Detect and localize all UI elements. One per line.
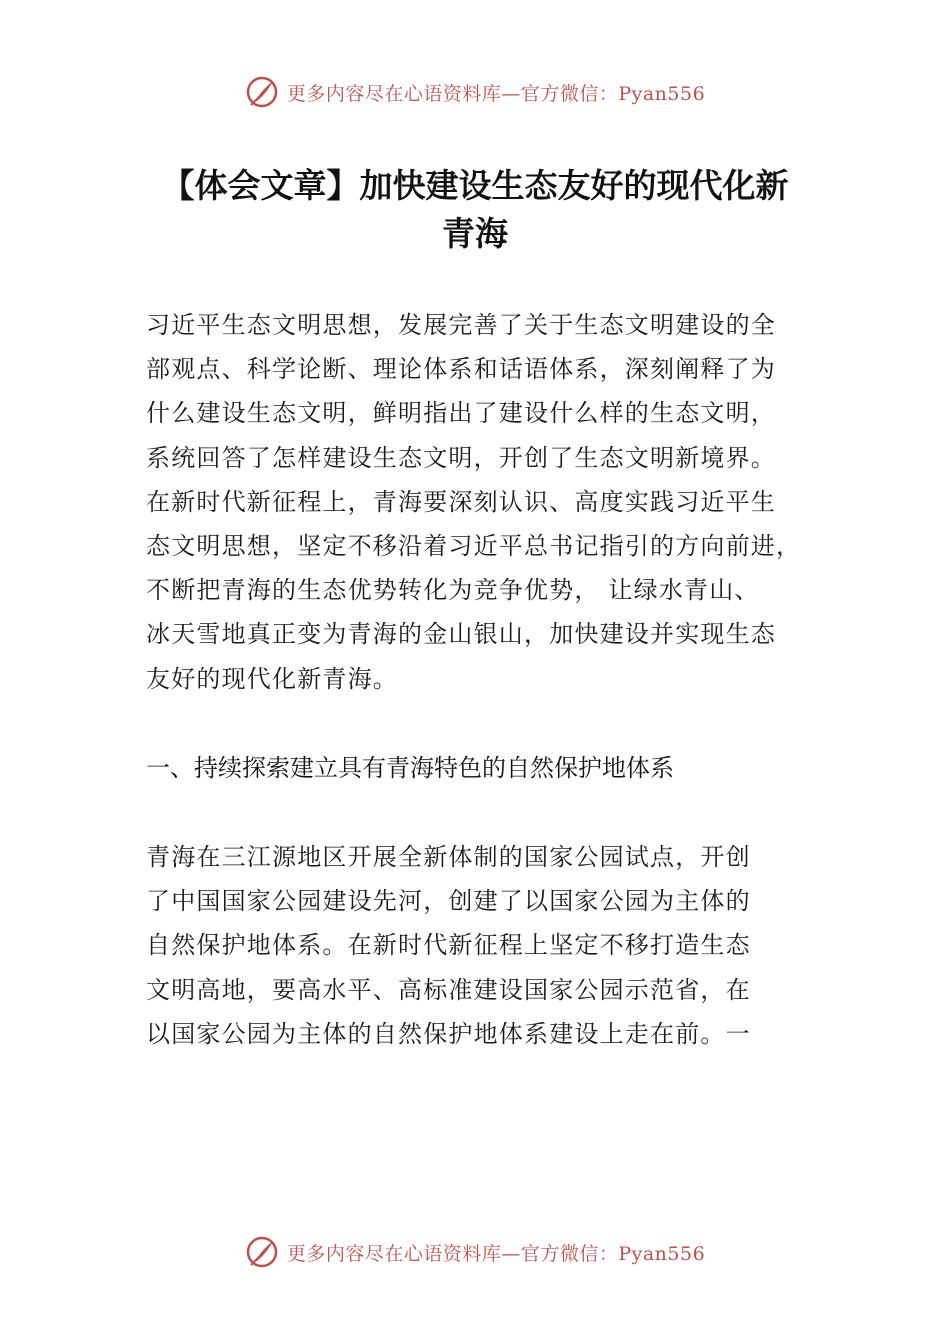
- text-line: 不断把青海的生态优势转化为竞争优势， 让绿水青山、: [146, 576, 760, 605]
- section-paragraph: [146, 835, 846, 1056]
- text-line: 青海在三江源地区开展全新体制的国家公园试点，开创: [146, 843, 751, 871]
- header-watermark-banner: [0, 72, 950, 112]
- text-line: 文明高地，要高水平、高标准建设国家公园示范省，在: [146, 975, 751, 1004]
- title-line: 【体会文章】加快建设生态友好的现代化新: [161, 166, 789, 205]
- footer-watermark-banner: [0, 1232, 950, 1272]
- text-line: 系统回答了怎样建设生态文明，开创了生态文明新境界。: [146, 443, 776, 472]
- watermark-text: 更多内容尽在心语资料库—官方微信：Pyan556: [286, 82, 706, 105]
- text-line: 冰天雪地真正变为青海的金山银山，加快建设并实现生态: [146, 620, 776, 649]
- section-heading: 一、持续探索建立具有青海特色的自然保护地体系: [146, 754, 674, 782]
- text-line: 自然保护地体系。在新时代新征程上坚定不移打造生态: [146, 931, 751, 960]
- text-line: 习近平生态文明思想，发展完善了关于生态文明建设的全: [146, 311, 776, 339]
- text-line: 了中国国家公园建设先河，创建了以国家公园为主体的: [146, 887, 751, 916]
- intro-paragraph: [146, 303, 846, 701]
- text-line: 部观点、科学论断、理论体系和话语体系，深刻阐释了为: [146, 355, 776, 384]
- quill-logo-icon: [245, 75, 279, 109]
- text-line: 什么建设生态文明，鲜明指出了建设什么样的生态文明，: [146, 399, 776, 428]
- text-line: 态文明思想，坚定不移沿着习近平总书记指引的方向前进，: [146, 532, 802, 561]
- text-line: 以国家公园为主体的自然保护地体系建设上走在前。一: [146, 1019, 751, 1048]
- watermark-text: 更多内容尽在心语资料库—官方微信：Pyan556: [286, 1242, 706, 1265]
- quill-logo-icon: [245, 1235, 279, 1269]
- text-line: 在新时代新征程上，青海要深刻认识、高度实践习近平生: [146, 487, 776, 516]
- title-line: 青海: [442, 214, 508, 253]
- text-line: 友好的现代化新青海。: [146, 664, 398, 693]
- article-title: [100, 162, 850, 258]
